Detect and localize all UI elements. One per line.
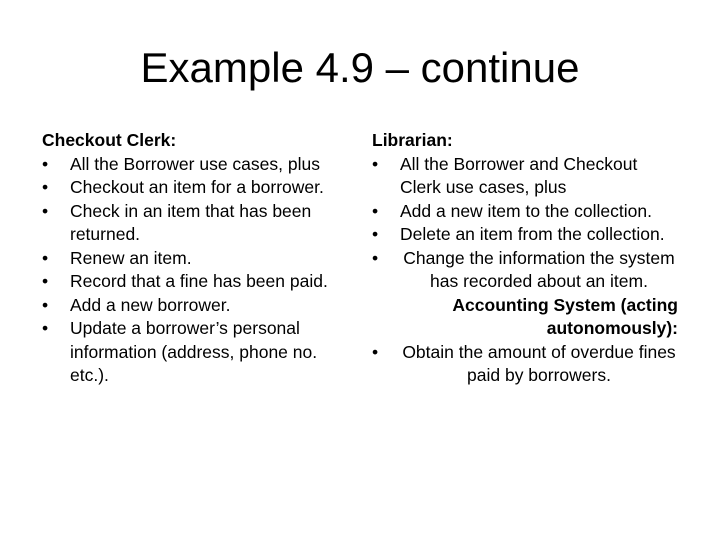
list-item-text: Record that a fine has been paid. (70, 271, 328, 291)
accounting-system-list (372, 341, 678, 388)
bullet-icon: • (42, 177, 49, 197)
librarian-column (372, 129, 678, 388)
checkout-clerk-column (42, 129, 360, 388)
list-item-text: Delete an item from the collection. (400, 224, 665, 244)
list-item-text: Renew an item. (70, 247, 192, 268)
list-item-text: Update a borrower’s personal information (address, phone no. etc.). (70, 318, 318, 385)
list-item-text: Checkout an item for a borrower. (70, 177, 324, 197)
bullet-icon: • (42, 271, 49, 291)
list-item-text: Add a new borrower. (70, 294, 231, 315)
bullet-icon: • (42, 153, 49, 174)
list-item-text: Change the information the system has recorded about an item. (403, 247, 675, 291)
list-item-text: Add a new item to the collection. (400, 200, 652, 221)
slide-title: Example 4.9 – continue (140, 44, 580, 91)
bullet-icon: • (372, 200, 379, 221)
list-item-text: All the Borrower and Checkout Clerk use cases, plus (400, 153, 638, 197)
list-item (42, 317, 360, 388)
list-item-text: Obtain the amount of overdue fines paid by borrowers. (402, 341, 676, 385)
checkout-clerk-heading: Checkout Clerk: (42, 130, 177, 150)
bullet-icon: • (372, 224, 379, 244)
checkout-clerk-list (42, 153, 360, 388)
list-item (372, 153, 678, 200)
list-item (372, 200, 678, 224)
list-item (42, 247, 360, 271)
librarian-list (372, 153, 678, 294)
list-item (372, 341, 678, 388)
list-item-text: All the Borrower use cases, plus (70, 153, 320, 174)
list-item (42, 294, 360, 318)
list-item (372, 247, 678, 294)
list-item (372, 223, 678, 247)
list-item-text: Check in an item that has been returned. (70, 200, 312, 244)
list-item (42, 176, 360, 200)
bullet-icon: • (42, 200, 49, 221)
list-item (42, 270, 360, 294)
list-item (42, 200, 360, 247)
bullet-icon: • (42, 294, 49, 315)
librarian-heading: Librarian: (372, 130, 453, 150)
accounting-system-heading: Accounting System (acting autonomously): (452, 294, 678, 338)
bullet-icon: • (372, 247, 379, 268)
bullet-icon: • (372, 153, 379, 174)
bullet-icon: • (42, 318, 49, 338)
list-item (42, 153, 360, 177)
bullet-icon: • (372, 341, 379, 362)
bullet-icon: • (42, 247, 49, 268)
